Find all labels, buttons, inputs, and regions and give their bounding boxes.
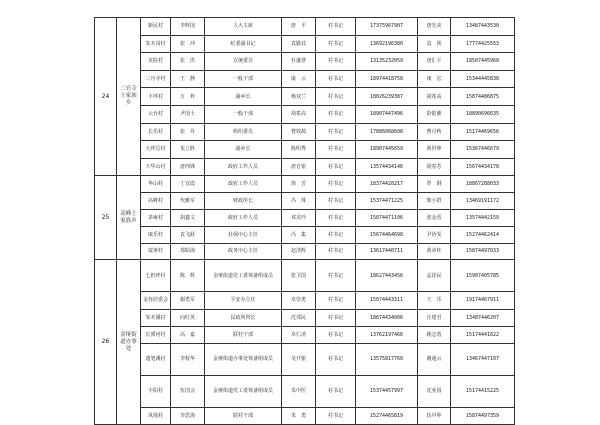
leader-phone-cell: 15374457997	[356, 375, 418, 407]
staff-name-cell: 黄世坤	[418, 141, 451, 159]
table-row	[95, 105, 515, 123]
staff-name-cell: 唐先美	[418, 18, 451, 36]
village-name-cell: 金谷居委会	[141, 292, 171, 309]
village-name-cell: 三官寺村	[141, 70, 171, 88]
contact-position-cell: 平安办主任	[205, 292, 282, 309]
leader-title-cell: 村书记	[316, 260, 356, 292]
staff-name-cell: 沈亚国	[418, 375, 451, 407]
leader-phone-cell: 13574434146	[356, 158, 418, 176]
leader-phone-cell: 13575817760	[356, 343, 418, 375]
contact-name-cell: 谢勇军	[171, 292, 205, 309]
contact-name-cell: 万 梓	[171, 88, 205, 106]
leader-title-cell: 村书记	[316, 243, 356, 260]
staff-phone-cell: 18867288033	[451, 176, 515, 193]
contact-name-cell: 胡鑫文	[171, 209, 205, 226]
contact-position-cell: 民政所所长	[205, 309, 282, 326]
table-row	[95, 260, 515, 292]
leader-title-cell: 村书记	[316, 375, 356, 407]
contact-table	[94, 17, 515, 425]
village-leader-cell: 朱 勇	[282, 407, 316, 424]
village-leader-cell: 赵清辉	[282, 243, 316, 260]
staff-phone-cell: 15367446679	[451, 141, 515, 159]
village-leader-cell: 杨双兰	[282, 88, 316, 106]
village-leader-cell: 唐 平	[282, 18, 316, 36]
village-name-cell: 富垭村	[141, 243, 171, 260]
contact-name-cell: 张 冲	[171, 35, 205, 53]
table-row	[95, 407, 515, 424]
contact-name-cell: 丁宜霞	[171, 176, 205, 193]
sequence-number-cell: 26	[95, 260, 117, 425]
table-row	[95, 35, 515, 53]
leader-title-cell: 村书记	[316, 309, 356, 326]
contact-name-cell: 李思海	[171, 407, 205, 424]
contact-name-cell: 郑昭海	[171, 243, 205, 260]
table-row	[95, 123, 515, 141]
village-leader-cell: 曹铁源	[282, 123, 316, 141]
table-row	[95, 176, 515, 193]
contact-position-cell: 财政所长	[205, 193, 282, 210]
village-name-cell: 大坪岳村	[141, 141, 171, 159]
contact-name-cell: 陈 辉	[171, 260, 205, 292]
leader-phone-cell: 18627443456	[356, 260, 418, 292]
table-row	[95, 326, 515, 343]
contact-name-cell: 张 丹	[171, 123, 205, 141]
contact-position-cell: 政府工作人员	[205, 176, 282, 193]
contact-name-cell: 伍国会	[171, 375, 205, 407]
contact-name-cell: 王 静	[171, 70, 205, 88]
staff-name-cell: 汪建君	[418, 309, 451, 326]
leader-title-cell: 村书记	[316, 343, 356, 375]
village-leader-cell: 张卫国	[282, 260, 316, 292]
staff-phone-cell: 15174469656	[451, 123, 515, 141]
table-row	[95, 141, 515, 159]
village-leader-cell: 冯 集	[282, 226, 316, 243]
contact-name-cell: 唐西锋	[171, 158, 205, 176]
staff-phone-cell: 15674434178	[451, 158, 515, 176]
contact-position-cell: 副乡长	[205, 141, 282, 159]
village-name-cell: 遗笔溪村	[141, 343, 171, 375]
village-name-cell: 长潭河村	[141, 326, 171, 343]
leader-title-cell: 村书记	[316, 35, 356, 53]
staff-name-cell: 唐汇平	[418, 53, 451, 71]
leader-title-cell: 村书记	[316, 88, 356, 106]
leader-phone-cell: 18374428217	[356, 176, 418, 193]
village-leader-cell: 唐自银	[282, 158, 316, 176]
village-leader-cell: 陈明秀	[282, 141, 316, 159]
village-leader-cell: 冯 珠	[282, 193, 316, 210]
village-leader-cell: 杜盛慧	[282, 53, 316, 71]
table-row	[95, 88, 515, 106]
village-name-cell: 朱木溪村	[141, 309, 171, 326]
table-row	[95, 193, 515, 210]
leader-phone-cell: 18026239387	[356, 88, 418, 106]
village-leader-cell: 沈邻民	[282, 309, 316, 326]
leader-title-cell: 村书记	[316, 123, 356, 141]
staff-name-cell: 袁 筷	[418, 35, 451, 53]
leader-title-cell: 村书记	[316, 18, 356, 36]
leader-phone-cell: 18907447496	[356, 105, 418, 123]
table-row	[95, 309, 515, 326]
contact-name-cell: 尹国士	[171, 105, 205, 123]
leader-phone-cell: 13692196380	[356, 35, 418, 53]
leader-title-cell: 村书记	[316, 209, 356, 226]
contact-position-cell: 联村干部	[205, 407, 282, 424]
village-name-cell: 凤凰村	[141, 407, 171, 424]
staff-phone-cell: 15274462414	[451, 226, 515, 243]
sequence-number-cell: 24	[95, 18, 117, 176]
contact-name-cell: 李校华	[171, 343, 205, 375]
village-name-cell: 康乐村	[141, 226, 171, 243]
leader-title-cell: 村书记	[316, 53, 356, 71]
staff-name-cell: 柴小群	[418, 193, 451, 210]
table-row	[95, 53, 515, 71]
leader-phone-cell: 15274465819	[356, 407, 418, 424]
village-name-cell: 龙院村	[141, 53, 171, 71]
staff-phone-cell: 13487443530	[451, 18, 515, 36]
staff-name-cell: 姚志勇	[418, 326, 451, 343]
leader-phone-cell: 15074471106	[356, 209, 418, 226]
village-name-cell: 七担坪村	[141, 260, 171, 292]
staff-name-cell: 曹月秋	[418, 123, 451, 141]
village-name-cell: 朱木岗村	[141, 35, 171, 53]
table-row	[95, 209, 515, 226]
contact-name-cell: 向红英	[171, 309, 205, 326]
table-body	[95, 18, 515, 425]
village-name-cell: 华山村	[141, 176, 171, 193]
village-leader-cell: 卓仁清	[282, 326, 316, 343]
contact-position-cell: 副乡长	[205, 88, 282, 106]
staff-name-cell: 王 乐	[418, 292, 451, 309]
village-name-cell: 云台村	[141, 105, 171, 123]
staff-phone-cell: 15874497033	[451, 243, 515, 260]
contact-position-cell: 联村干部	[205, 326, 282, 343]
contact-name-cell: 李辉国	[171, 18, 205, 36]
leader-phone-cell: 17886068608	[356, 123, 418, 141]
leader-title-cell: 村书记	[316, 292, 356, 309]
staff-name-cell: 罗 钢	[418, 176, 451, 193]
contact-name-cell: 张 洪	[171, 53, 205, 71]
village-name-cell: 新民村	[141, 18, 171, 36]
leader-title-cell: 村书记	[316, 226, 356, 243]
staff-phone-cell: 13487446207	[451, 309, 515, 326]
village-leader-cell: 卓崇勇	[282, 292, 316, 309]
staff-phone-cell: 13574442159	[451, 209, 515, 226]
table-row	[95, 375, 515, 407]
leader-phone-cell: 15674464698	[356, 226, 418, 243]
leader-phone-cell: 13135232059	[356, 53, 418, 71]
township-name-cell: 三官寺土家族乡	[117, 18, 141, 176]
contact-position-cell: 人大主席	[205, 18, 282, 36]
staff-phone-cell: 15344445838	[451, 70, 515, 88]
staff-name-cell: 谢通云	[418, 343, 451, 375]
leader-phone-cell: 15374471225	[356, 193, 418, 210]
contact-name-cell: 高 嘉	[171, 326, 205, 343]
leader-phone-cell: 18907445659	[356, 141, 418, 159]
contact-position-cell: 一般干部	[205, 70, 282, 88]
staff-phone-cell: 15874486875	[451, 88, 515, 106]
village-leader-cell: 康 云	[282, 70, 316, 88]
village-leader-cell: 袁勤其	[282, 35, 316, 53]
contact-position-cell: 金垭街道办事处筹备组成员	[205, 343, 282, 375]
leader-phone-cell: 15074443311	[356, 292, 418, 309]
leader-title-cell: 村书记	[316, 176, 356, 193]
village-leader-cell: 胡希高	[282, 105, 316, 123]
contact-position-cell: 政务中心主任	[205, 243, 282, 260]
staff-name-cell: 彭银湘	[418, 105, 451, 123]
staff-name-cell: 尹协雯	[418, 226, 451, 243]
village-leader-cell: 吴开银	[282, 343, 316, 375]
contact-position-cell: 政府工作人员	[205, 209, 282, 226]
contact-name-cell: 代雅军	[171, 193, 205, 210]
staff-phone-cell: 17774425553	[451, 35, 515, 53]
staff-name-cell: 伍早仲	[418, 407, 451, 424]
leader-title-cell: 村书记	[316, 70, 356, 88]
village-name-cell: 丰阳村	[141, 375, 171, 407]
leader-title-cell: 村书记	[316, 407, 356, 424]
contact-position-cell: 金垭街道党工委筹备组成员	[205, 260, 282, 292]
village-name-cell: 丰坪村	[141, 88, 171, 106]
village-leader-cell: 朱中医	[282, 375, 316, 407]
leader-title-cell: 村书记	[316, 141, 356, 159]
leader-phone-cell: 13617440711	[356, 243, 418, 260]
staff-name-cell: 胡春芳	[418, 158, 451, 176]
contact-position-cell: 金垭街道党工委筹备组成员	[205, 375, 282, 407]
township-name-cell: 金垭街道办事处	[117, 260, 141, 425]
staff-phone-cell: 15174441622	[451, 326, 515, 343]
table-row	[95, 243, 515, 260]
contact-position-cell: 组织委员	[205, 123, 282, 141]
contact-position-cell: 一般干部	[205, 105, 282, 123]
contact-name-cell: 袁飞跃	[171, 226, 205, 243]
leader-title-cell: 村书记	[316, 326, 356, 343]
table-row	[95, 70, 515, 88]
leader-title-cell: 村书记	[316, 193, 356, 210]
table-row	[95, 343, 515, 375]
leader-phone-cell: 13762197466	[356, 326, 418, 343]
leader-title-cell: 村书记	[316, 105, 356, 123]
township-name-cell: 高峰土家族乡	[117, 176, 141, 260]
table-row	[95, 158, 515, 176]
staff-phone-cell: 13469191172	[451, 193, 515, 210]
contact-name-cell: 朱立胜	[171, 141, 205, 159]
leader-phone-cell: 18674434006	[356, 309, 418, 326]
staff-name-cell: 孟泽民	[418, 260, 451, 292]
staff-phone-cell: 19174467911	[451, 292, 515, 309]
staff-phone-cell: 15907405785	[451, 260, 515, 292]
staff-phone-cell: 18890696635	[451, 105, 515, 123]
village-leader-cell: 徐 芳	[282, 176, 316, 193]
table-row	[95, 18, 515, 36]
leader-phone-cell: 18974418758	[356, 70, 418, 88]
village-name-cell: 高峰村	[141, 193, 171, 210]
contact-position-cell: 政府工作人员	[205, 158, 282, 176]
village-name-cell: 长乐村	[141, 123, 171, 141]
contact-position-cell: 纪委副书记	[205, 35, 282, 53]
staff-name-cell: 张金香	[418, 209, 451, 226]
staff-name-cell: 胡希高	[418, 88, 451, 106]
sequence-number-cell: 25	[95, 176, 117, 260]
leader-phone-cell: 17375967907	[356, 18, 418, 36]
village-name-cell: 大华山村	[141, 158, 171, 176]
contact-position-cell: 社保中心主任	[205, 226, 282, 243]
staff-phone-cell: 18507445968	[451, 53, 515, 71]
staff-phone-cell: 15874497359	[451, 407, 515, 424]
staff-name-cell: 康 宏	[418, 70, 451, 88]
staff-phone-cell: 15174415225	[451, 375, 515, 407]
contact-position-cell: 宣统委员	[205, 53, 282, 71]
leader-title-cell: 村书记	[316, 158, 356, 176]
staff-phone-cell: 13467447107	[451, 343, 515, 375]
village-name-cell: 茅庵村	[141, 209, 171, 226]
village-leader-cell: 邓美玲	[282, 209, 316, 226]
table-row	[95, 292, 515, 309]
staff-name-cell: 黄章柱	[418, 243, 451, 260]
table-row	[95, 226, 515, 243]
